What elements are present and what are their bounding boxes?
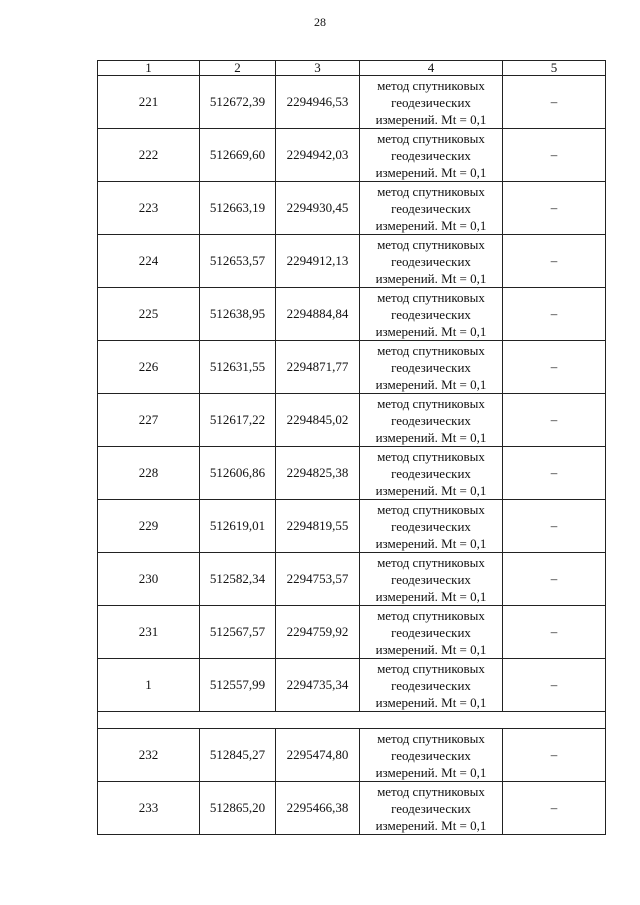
measurement-method xyxy=(360,182,503,235)
x-coordinate: 512631,55 xyxy=(200,341,276,394)
x-coordinate: 512617,22 xyxy=(200,394,276,447)
method-line: измерений. Mt = 0,1 xyxy=(375,535,487,551)
table-row xyxy=(98,606,606,659)
y-coordinate: 2294871,77 xyxy=(276,341,360,394)
x-coordinate: 512619,01 xyxy=(200,500,276,553)
note: – xyxy=(503,553,606,606)
method-line: метод спутниковых xyxy=(377,289,485,305)
method-line: измерений. Mt = 0,1 xyxy=(375,694,487,710)
measurement-method xyxy=(360,235,503,288)
x-coordinate: 512606,86 xyxy=(200,447,276,500)
measurement-method xyxy=(360,129,503,182)
measurement-method xyxy=(360,394,503,447)
measurement-method xyxy=(360,782,503,835)
column-header: 2 xyxy=(200,61,276,76)
header-row xyxy=(98,61,606,76)
table-row xyxy=(98,447,606,500)
table-row xyxy=(98,341,606,394)
point-number: 227 xyxy=(98,394,200,447)
x-coordinate: 512669,60 xyxy=(200,129,276,182)
y-coordinate: 2294942,03 xyxy=(276,129,360,182)
x-coordinate: 512663,19 xyxy=(200,182,276,235)
measurement-method xyxy=(360,341,503,394)
table-row xyxy=(98,729,606,782)
point-number: 226 xyxy=(98,341,200,394)
column-header: 5 xyxy=(503,61,606,76)
column-header: 4 xyxy=(360,61,503,76)
measurement-method xyxy=(360,76,503,129)
coordinates-table xyxy=(97,60,606,835)
point-number: 229 xyxy=(98,500,200,553)
x-coordinate: 512845,27 xyxy=(200,729,276,782)
table-row xyxy=(98,235,606,288)
method-line: метод спутниковых xyxy=(377,342,485,358)
point-number: 228 xyxy=(98,447,200,500)
point-number: 231 xyxy=(98,606,200,659)
measurement-method xyxy=(360,729,503,782)
x-coordinate: 512557,99 xyxy=(200,659,276,712)
method-line: геодезических xyxy=(391,412,471,428)
y-coordinate: 2294845,02 xyxy=(276,394,360,447)
table-row xyxy=(98,782,606,835)
y-coordinate: 2294735,34 xyxy=(276,659,360,712)
point-number: 224 xyxy=(98,235,200,288)
method-line: геодезических xyxy=(391,677,471,693)
method-line: метод спутниковых xyxy=(377,554,485,570)
method-line: метод спутниковых xyxy=(377,395,485,411)
column-header: 1 xyxy=(98,61,200,76)
y-coordinate: 2295474,80 xyxy=(276,729,360,782)
table-row xyxy=(98,553,606,606)
x-coordinate: 512672,39 xyxy=(200,76,276,129)
method-line: измерений. Mt = 0,1 xyxy=(375,429,487,445)
page-number: 28 xyxy=(314,15,326,29)
separator-row xyxy=(98,712,606,729)
measurement-method xyxy=(360,659,503,712)
y-coordinate: 2294884,84 xyxy=(276,288,360,341)
method-line: метод спутниковых xyxy=(377,501,485,517)
method-line: метод спутниковых xyxy=(377,77,485,93)
point-number: 233 xyxy=(98,782,200,835)
table-row xyxy=(98,129,606,182)
method-line: измерений. Mt = 0,1 xyxy=(375,270,487,286)
method-line: метод спутниковых xyxy=(377,236,485,252)
table-row xyxy=(98,182,606,235)
method-line: геодезических xyxy=(391,800,471,816)
point-number: 232 xyxy=(98,729,200,782)
note: – xyxy=(503,447,606,500)
method-line: геодезических xyxy=(391,571,471,587)
method-line: измерений. Mt = 0,1 xyxy=(375,217,487,233)
method-line: измерений. Mt = 0,1 xyxy=(375,164,487,180)
note: – xyxy=(503,394,606,447)
note: – xyxy=(503,76,606,129)
method-line: геодезических xyxy=(391,253,471,269)
method-line: геодезических xyxy=(391,306,471,322)
method-line: геодезических xyxy=(391,747,471,763)
table-row xyxy=(98,659,606,712)
note: – xyxy=(503,288,606,341)
x-coordinate: 512653,57 xyxy=(200,235,276,288)
method-line: измерений. Mt = 0,1 xyxy=(375,817,487,833)
separator-cell xyxy=(98,712,606,729)
table-row xyxy=(98,500,606,553)
method-line: измерений. Mt = 0,1 xyxy=(375,482,487,498)
note: – xyxy=(503,606,606,659)
method-line: измерений. Mt = 0,1 xyxy=(375,641,487,657)
note: – xyxy=(503,659,606,712)
measurement-method xyxy=(360,288,503,341)
y-coordinate: 2294819,55 xyxy=(276,500,360,553)
method-line: измерений. Mt = 0,1 xyxy=(375,323,487,339)
method-line: геодезических xyxy=(391,624,471,640)
method-line: измерений. Mt = 0,1 xyxy=(375,764,487,780)
method-line: измерений. Mt = 0,1 xyxy=(375,111,487,127)
column-header: 3 xyxy=(276,61,360,76)
method-line: метод спутниковых xyxy=(377,130,485,146)
method-line: геодезических xyxy=(391,200,471,216)
note: – xyxy=(503,341,606,394)
x-coordinate: 512582,34 xyxy=(200,553,276,606)
x-coordinate: 512567,57 xyxy=(200,606,276,659)
point-number: 230 xyxy=(98,553,200,606)
y-coordinate: 2295466,38 xyxy=(276,782,360,835)
method-line: измерений. Mt = 0,1 xyxy=(375,376,487,392)
note: – xyxy=(503,729,606,782)
y-coordinate: 2294930,45 xyxy=(276,182,360,235)
method-line: геодезических xyxy=(391,465,471,481)
note: – xyxy=(503,129,606,182)
note: – xyxy=(503,235,606,288)
point-number: 1 xyxy=(98,659,200,712)
y-coordinate: 2294753,57 xyxy=(276,553,360,606)
table-row xyxy=(98,288,606,341)
y-coordinate: 2294759,92 xyxy=(276,606,360,659)
point-number: 221 xyxy=(98,76,200,129)
method-line: геодезических xyxy=(391,518,471,534)
measurement-method xyxy=(360,606,503,659)
y-coordinate: 2294912,13 xyxy=(276,235,360,288)
point-number: 223 xyxy=(98,182,200,235)
point-number: 222 xyxy=(98,129,200,182)
measurement-method xyxy=(360,553,503,606)
table-row xyxy=(98,76,606,129)
measurement-method xyxy=(360,447,503,500)
method-line: метод спутниковых xyxy=(377,448,485,464)
y-coordinate: 2294825,38 xyxy=(276,447,360,500)
method-line: геодезических xyxy=(391,359,471,375)
method-line: измерений. Mt = 0,1 xyxy=(375,588,487,604)
note: – xyxy=(503,500,606,553)
point-number: 225 xyxy=(98,288,200,341)
method-line: геодезических xyxy=(391,94,471,110)
method-line: метод спутниковых xyxy=(377,783,485,799)
x-coordinate: 512865,20 xyxy=(200,782,276,835)
method-line: метод спутниковых xyxy=(377,183,485,199)
x-coordinate: 512638,95 xyxy=(200,288,276,341)
method-line: метод спутниковых xyxy=(377,660,485,676)
method-line: метод спутниковых xyxy=(377,607,485,623)
method-line: метод спутниковых xyxy=(377,730,485,746)
note: – xyxy=(503,182,606,235)
table-row xyxy=(98,394,606,447)
note: – xyxy=(503,782,606,835)
y-coordinate: 2294946,53 xyxy=(276,76,360,129)
method-line: геодезических xyxy=(391,147,471,163)
measurement-method xyxy=(360,500,503,553)
